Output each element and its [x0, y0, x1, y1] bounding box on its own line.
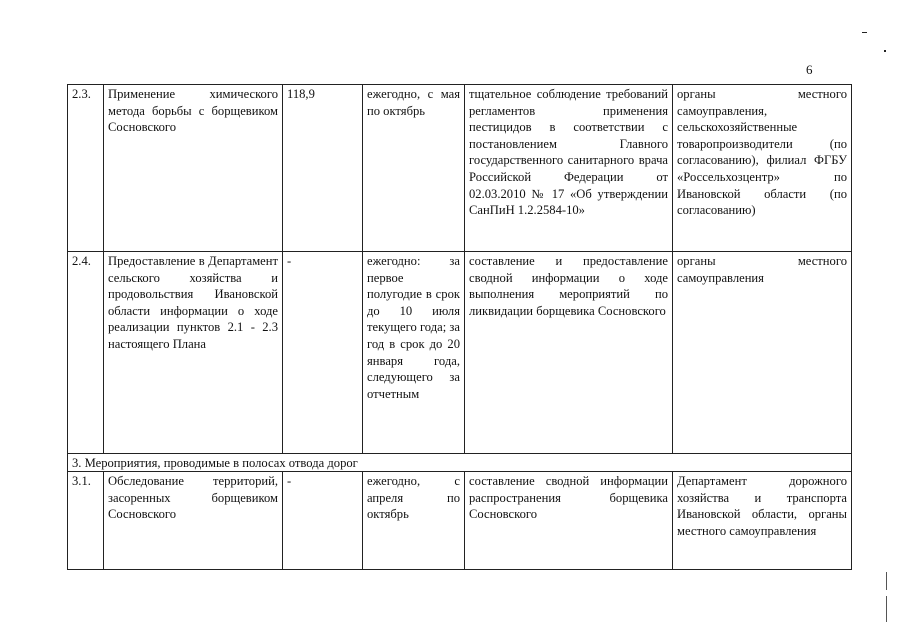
row-number: 3.1. — [68, 472, 104, 570]
amount-cell: - — [283, 472, 363, 570]
table-row — [68, 85, 852, 252]
measure-cell: Применение химического метода борьбы с борщевиком Сосновского — [104, 85, 283, 252]
amount-cell: 118,9 — [283, 85, 363, 252]
content-cell: составление и предоставление сводной информации о ходе выполнения мероприятий по ликвидации борщевика Сосновского — [465, 252, 673, 454]
row-number: 2.4. — [68, 252, 104, 454]
executor-cell: Департамент дорожного хозяйства и транспорта Ивановской области, органы местного самоуправления — [673, 472, 852, 570]
scan-speck — [884, 50, 886, 52]
content-cell: составление сводной информации распространения борщевика Сосновского — [465, 472, 673, 570]
scan-speck — [862, 32, 867, 33]
plan-table — [67, 84, 852, 570]
content-cell: тщательное соблюдение требований регламентов применения пестицидов в соответствии с постановлением Главного государственного санитарного врача Российской Федерации от 02.03.2010 № 17 «Об утверждении СанПиН 1.2.2584-10» — [465, 85, 673, 252]
table-row — [68, 472, 852, 570]
scan-mark — [886, 596, 887, 622]
page-number: 6 — [806, 62, 813, 77]
executor-cell: органы местного самоуправления, сельскохозяйственные товаропроизводители (по согласованию), филиал ФГБУ «Россельхозцентр» по Ивановской области (по согласованию) — [673, 85, 852, 252]
measure-cell: Обследование территорий, засоренных борщевиком Сосновского — [104, 472, 283, 570]
table-row — [68, 252, 852, 454]
amount-cell: - — [283, 252, 363, 454]
executor-cell: органы местного самоуправления — [673, 252, 852, 454]
row-number: 2.3. — [68, 85, 104, 252]
measure-cell: Предоставление в Департамент сельского хозяйства и продовольствия Ивановской области информации о ходе реализации пунктов 2.1 - 2.3 настоящего Плана — [104, 252, 283, 454]
scan-mark — [886, 572, 887, 590]
term-cell: ежегодно, с апреля по октябрь — [363, 472, 465, 570]
section-title: 3. Мероприятия, проводимые в полосах отвода дорог — [68, 454, 852, 472]
section-header-row — [68, 454, 852, 472]
term-cell — [363, 252, 465, 454]
term-text: ежегодно: за первое полугодие в срок до 10 июля текущего года; за год в срок до 20 января года, следующего за отчетным — [367, 254, 460, 401]
term-cell: ежегодно, с мая по октябрь — [363, 85, 465, 252]
